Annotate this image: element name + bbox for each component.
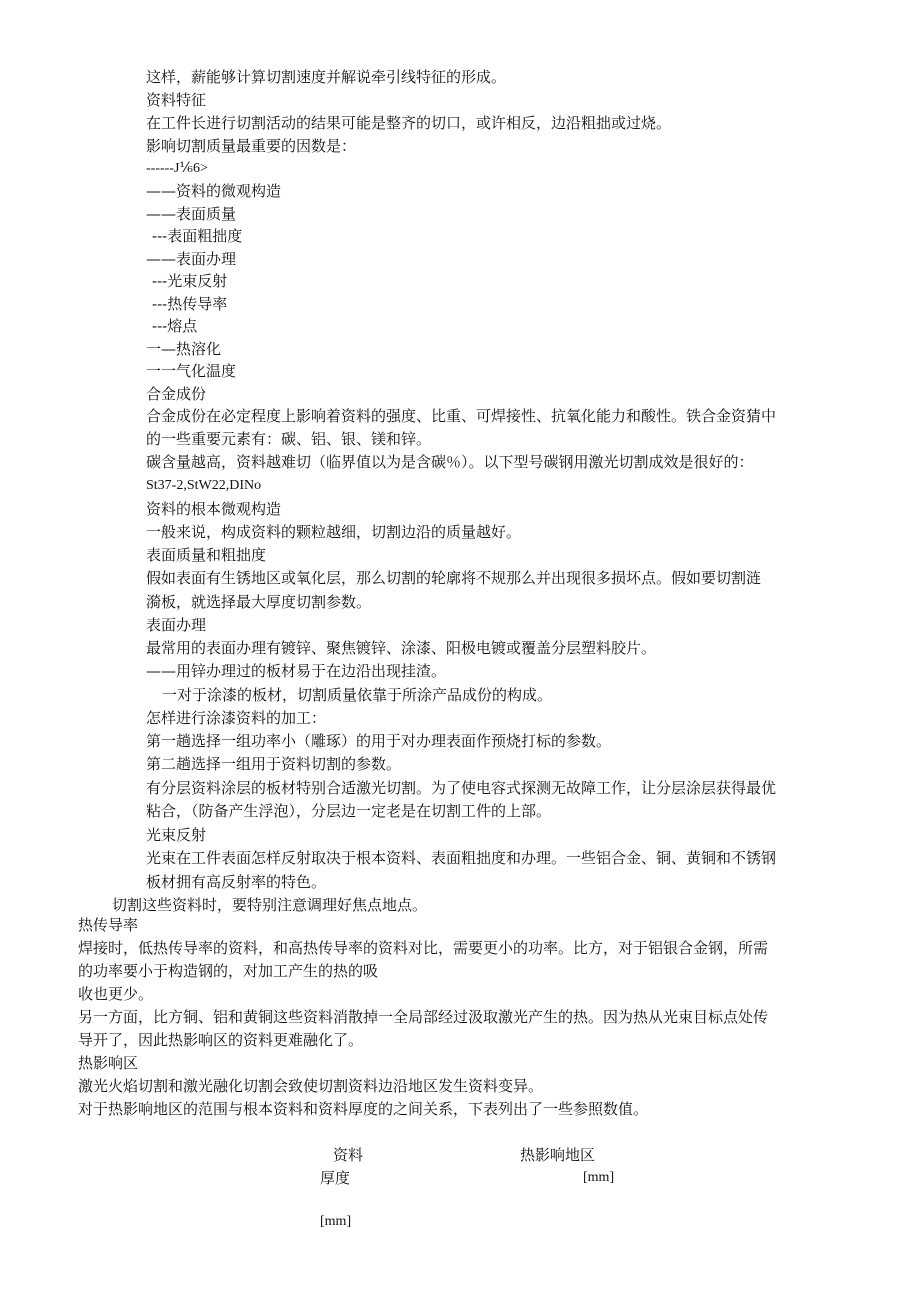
text-line: 另一方面，比方铜、铝和黄铜这些资料消散掉一全局部经过汲取激光产生的热。因为热从光束目标点处传 xyxy=(78,1008,769,1026)
text-line: 切割这些资料时，要特别注意调理好焦点地点。 xyxy=(112,896,428,914)
text-line: 在工件长进行切割活动的结果可能是整齐的切口，或许相反，边沿粗拙或过烧。 xyxy=(146,114,672,132)
section-heading: 表面质量和粗拙度 xyxy=(146,546,267,564)
section-heading: 资料特征 xyxy=(146,91,207,109)
text-line: ------J⅙6> xyxy=(146,161,208,176)
section-heading: 热传导率 xyxy=(78,916,139,934)
text-line: 导开了，因此热影响区的资料更难融化了。 xyxy=(78,1031,364,1049)
text-line: 有分层资料涂层的板材特别合适激光切割。为了使电容式探测无故障工作，让分层涂层获得最优 xyxy=(146,779,777,797)
text-line: 漪板，就选择最大厚度切割参数。 xyxy=(146,593,372,611)
list-item: ——资料的微观构造 xyxy=(146,182,282,200)
list-item: ——表面办理 xyxy=(146,250,237,268)
section-heading: 热影响区 xyxy=(78,1054,139,1072)
list-item: 一—热溶化 xyxy=(146,340,222,358)
table-header-thickness: 厚度 xyxy=(320,1169,351,1187)
text-line: 第一趟选择一组功率小（雕琢）的用于对办理表面作预烧打标的参数。 xyxy=(146,732,612,750)
text-line: 收也更少。 xyxy=(78,985,154,1003)
text-line: 光束在工件表面怎样反射取决于根本资料、表面粗拙度和办理。一些铝合金、铜、黄铜和不锈钢 xyxy=(146,849,777,867)
list-item: 一一气化温度 xyxy=(146,362,237,380)
text-line: 假如表面有生锈地区或氧化层，那么切割的轮廓将不规那么并出现很多损坏点。假如要切割涟 xyxy=(146,569,762,587)
list-item: ---熔点 xyxy=(152,317,198,335)
table-unit-heat-zone: [mm] xyxy=(583,1170,615,1185)
section-heading: 光束反射 xyxy=(146,826,207,844)
section-heading: 表面办理 xyxy=(146,616,207,634)
text-line: St37-2,StW22,DINo xyxy=(146,478,262,493)
text-line: 一般来说，构成资料的颗粒越细，切割边沿的质量越好。 xyxy=(146,523,522,541)
list-item: ——表面质量 xyxy=(146,205,237,223)
text-line: 怎样进行涂漆资料的加工： xyxy=(146,709,327,727)
text-line: 碳含量越高，资料越难切（临界值以为是含碳％）。以下型号碳钢用激光切割成效是很好的： xyxy=(146,453,754,471)
table-header-material: 资料 xyxy=(333,1146,364,1164)
text-line: 影响切割质量最重要的因数是： xyxy=(146,137,357,155)
text-line: 粘合，（防备产生浮泡），分层边一定老是在切割工件的上部。 xyxy=(146,802,552,820)
section-heading: 资料的根本微观构造 xyxy=(146,500,282,518)
list-item: 一对于涂漆的板材，切割质量依靠于所涂产品成份的构成。 xyxy=(162,686,553,704)
list-item: ---表面粗拙度 xyxy=(152,227,243,245)
section-heading: 合金成份 xyxy=(146,385,207,403)
text-line: 合金成份在必定程度上影响着资料的强度、比重、可焊接性、抗氧化能力和酸性。铁合金资猜中 xyxy=(146,407,777,425)
text-line: 的功率要小于构造钢的，对加工产生的热的吸 xyxy=(78,962,379,980)
text-line: 激光火焰切割和激光融化切割会致使切割资料边沿地区发生资料变异。 xyxy=(78,1077,544,1095)
table-unit-thickness: [mm] xyxy=(320,1214,352,1229)
text-line: 这样，薪能够计算切割速度并解说牵引线特征的形成。 xyxy=(146,68,507,86)
list-item: ---光束反射 xyxy=(152,272,228,290)
text-line: 板材拥有高反射率的特色。 xyxy=(146,873,327,891)
table-header-heat-zone: 热影响地区 xyxy=(520,1146,596,1164)
text-line: 的一些重要元素有：碳、铝、银、镁和锌。 xyxy=(146,430,432,448)
text-line: 焊接时，低热传导率的资料，和高热传导率的资料对比，需要更小的功率。比方，对于铝银合金钢，所需 xyxy=(78,939,769,957)
text-line: 第二趟选择一组用于资料切割的参数。 xyxy=(146,755,402,773)
text-line: 对于热影响地区的范围与根本资料和资料厚度的之间关系，下表列出了一些参照数值。 xyxy=(78,1100,649,1118)
list-item: ---热传导率 xyxy=(152,295,228,313)
list-item: ——用锌办理过的板材易于在边沿出现挂渣。 xyxy=(146,662,447,680)
text-line: 最常用的表面办理有镀锌、聚焦镀锌、涂漆、阳极电镀或覆盖分层塑料胶片。 xyxy=(146,639,657,657)
